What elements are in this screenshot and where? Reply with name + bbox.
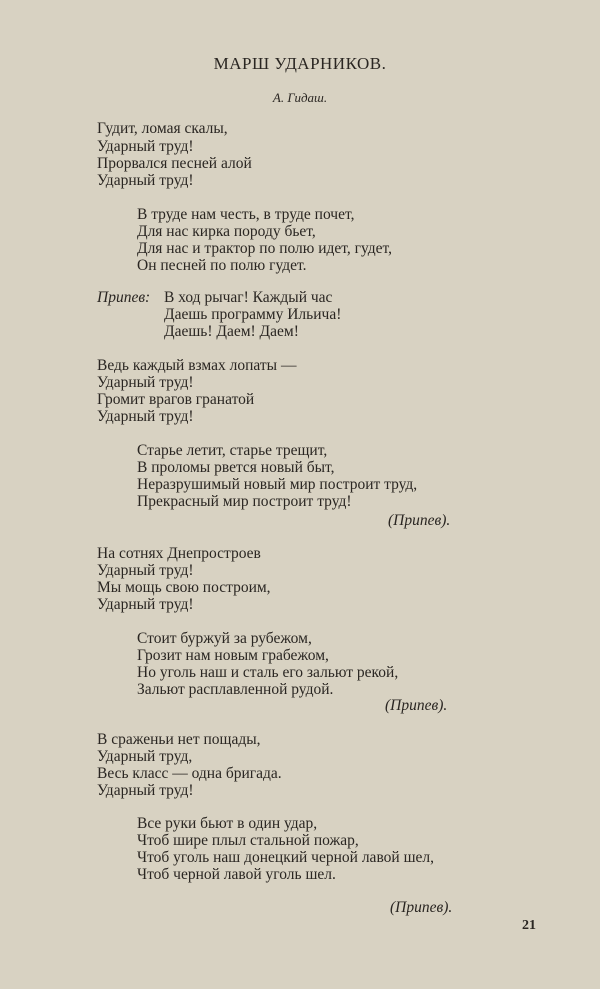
verse-line: Но уголь наш и сталь его зальют рекой, <box>137 664 399 681</box>
poem-author: А. Гидаш. <box>272 90 328 105</box>
poem-title: МАРШ УДАРНИКОВ. <box>213 54 387 73</box>
verse-line: Грозит нам новым грабежом, <box>137 647 329 664</box>
verse-line: Гудит, ломая скалы, <box>97 120 228 137</box>
verse-line: Ударный труд! <box>97 408 194 425</box>
refrain-line: В ход рычаг! Каждый час <box>164 289 333 306</box>
refrain-line: Даешь программу Ильича! <box>164 306 342 323</box>
verse-line: Ударный труд! <box>97 596 194 613</box>
verse-line: Ударный труд! <box>97 172 194 189</box>
verse-line: Ударный труд! <box>97 374 194 391</box>
refrain-label: Припев: <box>97 289 151 306</box>
verse-line: Ведь каждый взмах лопаты — <box>97 357 297 374</box>
verse-line: Громит врагов гранатой <box>97 391 255 408</box>
verse-line: Стоит буржуй за рубежом, <box>137 630 312 647</box>
verse-line: Для нас и трактор по полю идет, гудет, <box>137 240 393 257</box>
verse-line: Ударный труд! <box>97 782 194 799</box>
verse-line: Весь класс — одна бригада. <box>97 765 282 782</box>
page-number: 21 <box>522 918 536 933</box>
verse-line: Для нас кирка породу бьет, <box>137 223 316 240</box>
verse-line: Старье летит, старье трещит, <box>137 442 328 459</box>
verse-line: Зальют расплавленной рудой. <box>137 681 334 698</box>
verse-line: Ударный труд! <box>97 562 194 579</box>
verse-line: Прорвался песней алой <box>97 155 252 172</box>
verse-line: Чтоб черной лавой уголь шел. <box>137 866 336 883</box>
refrain-mark: (Припев). <box>388 512 451 529</box>
refrain-line: Даешь! Даем! Даем! <box>164 323 299 340</box>
verse-line: Чтоб шире плыл стальной пожар, <box>137 832 359 849</box>
refrain-mark: (Припев). <box>385 697 448 714</box>
verse-line: В труде нам честь, в труде почет, <box>137 206 355 223</box>
verse-line: Чтоб уголь наш донецкий черной лавой шел, <box>137 849 434 866</box>
verse-line: Все руки бьют в один удар, <box>137 815 318 832</box>
refrain-mark: (Припев). <box>390 899 453 916</box>
verse-line: Ударный труд, <box>97 748 193 765</box>
verse-line: В проломы рвется новый быт, <box>137 459 335 476</box>
verse-line: Мы мощь свою построим, <box>97 579 271 596</box>
verse-line: Ударный труд! <box>97 138 194 155</box>
verse-line: Прекрасный мир построит труд! <box>137 493 352 510</box>
verse-line: В сраженьи нет пощады, <box>97 731 261 748</box>
verse-line: Он песней по полю гудет. <box>137 257 307 274</box>
verse-line: Неразрушимый новый мир построит труд, <box>137 476 418 493</box>
verse-line: На сотнях Днепростроев <box>97 545 261 562</box>
